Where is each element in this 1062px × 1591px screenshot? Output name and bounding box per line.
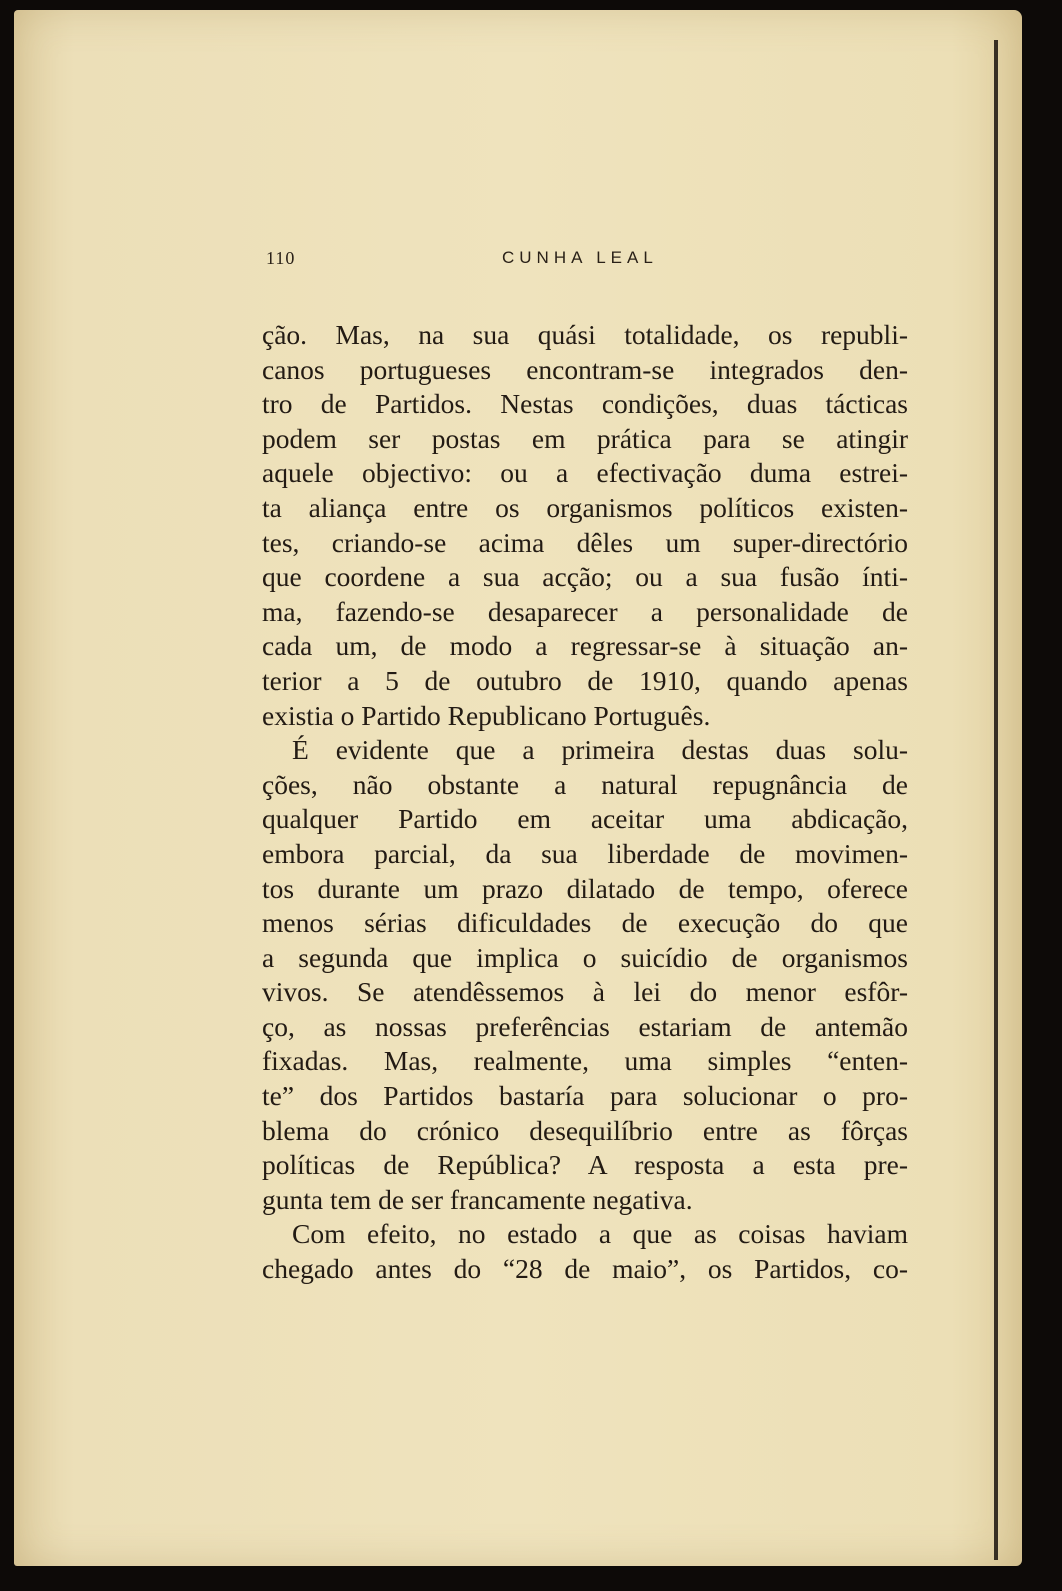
text-line: ta aliança entre os organismos políticos existen- [262,491,908,523]
text-line: fixadas. Mas, realmente, uma simples “enten- [262,1045,908,1077]
text-line: tos durante um prazo dilatado de tempo, oferece [262,872,908,904]
text-line: blema do crónico desequilíbrio entre as fôrças [262,1114,908,1146]
text-line: terior a 5 de outubro de 1910, quando apenas [262,664,908,696]
text-line: a segunda que implica o suicídio de organismos [262,941,908,973]
text-line: aquele objectivo: ou a efectivação duma estrei- [262,457,908,489]
body-text [262,318,908,1287]
text-line: menos sérias dificuldades de execução do que [262,907,908,939]
text-line: cada um, de modo a regressar-se à situação an- [262,630,908,662]
text-line: ma, fazendo-se desaparecer a personalidade de [262,595,908,627]
text-line: Com efeito, no estado a que as coisas haviam [292,1218,908,1250]
text-line: tes, criando-se acima dêles um super-directório [262,526,908,558]
text-line: políticas de República? A resposta a esta pre- [262,1149,908,1181]
text-line: chegado antes do “28 de maio”, os Partidos, co- [262,1253,908,1285]
text-line: É evidente que a primeira destas duas solu- [292,734,908,766]
running-head: CUNHA LEAL [502,248,658,267]
text-line: embora parcial, da sua liberdade de movimen- [262,837,908,869]
text-line: te” dos Partidos bastaría para solucionar o pro- [262,1080,908,1112]
text-line: canos portugueses encontram-se integrados den- [262,353,908,385]
text-line: que coordene a sua acção; ou a sua fusão ínti- [262,561,908,593]
page-edge-shadow [994,40,998,1560]
page-header [266,248,906,278]
text-line: gunta tem de ser francamente negativa. [262,1183,693,1215]
text-line: ções, não obstante a natural repugnância de [262,768,908,800]
text-line: podem ser postas em prática para se atingir [262,422,908,454]
text-line: tro de Partidos. Nestas condições, duas tácticas [262,388,908,420]
text-line: ço, as nossas preferências estariam de antemão [262,1010,908,1042]
text-line: vivos. Se atendêssemos à lei do menor esfôr- [262,976,908,1008]
text-line: qualquer Partido em aceitar uma abdicação, [262,803,908,835]
text-line: ção. Mas, na sua quási totalidade, os republi- [262,319,908,350]
page-number: 110 [266,248,296,268]
text-line: existia o Partido Republicano Português. [262,699,711,731]
